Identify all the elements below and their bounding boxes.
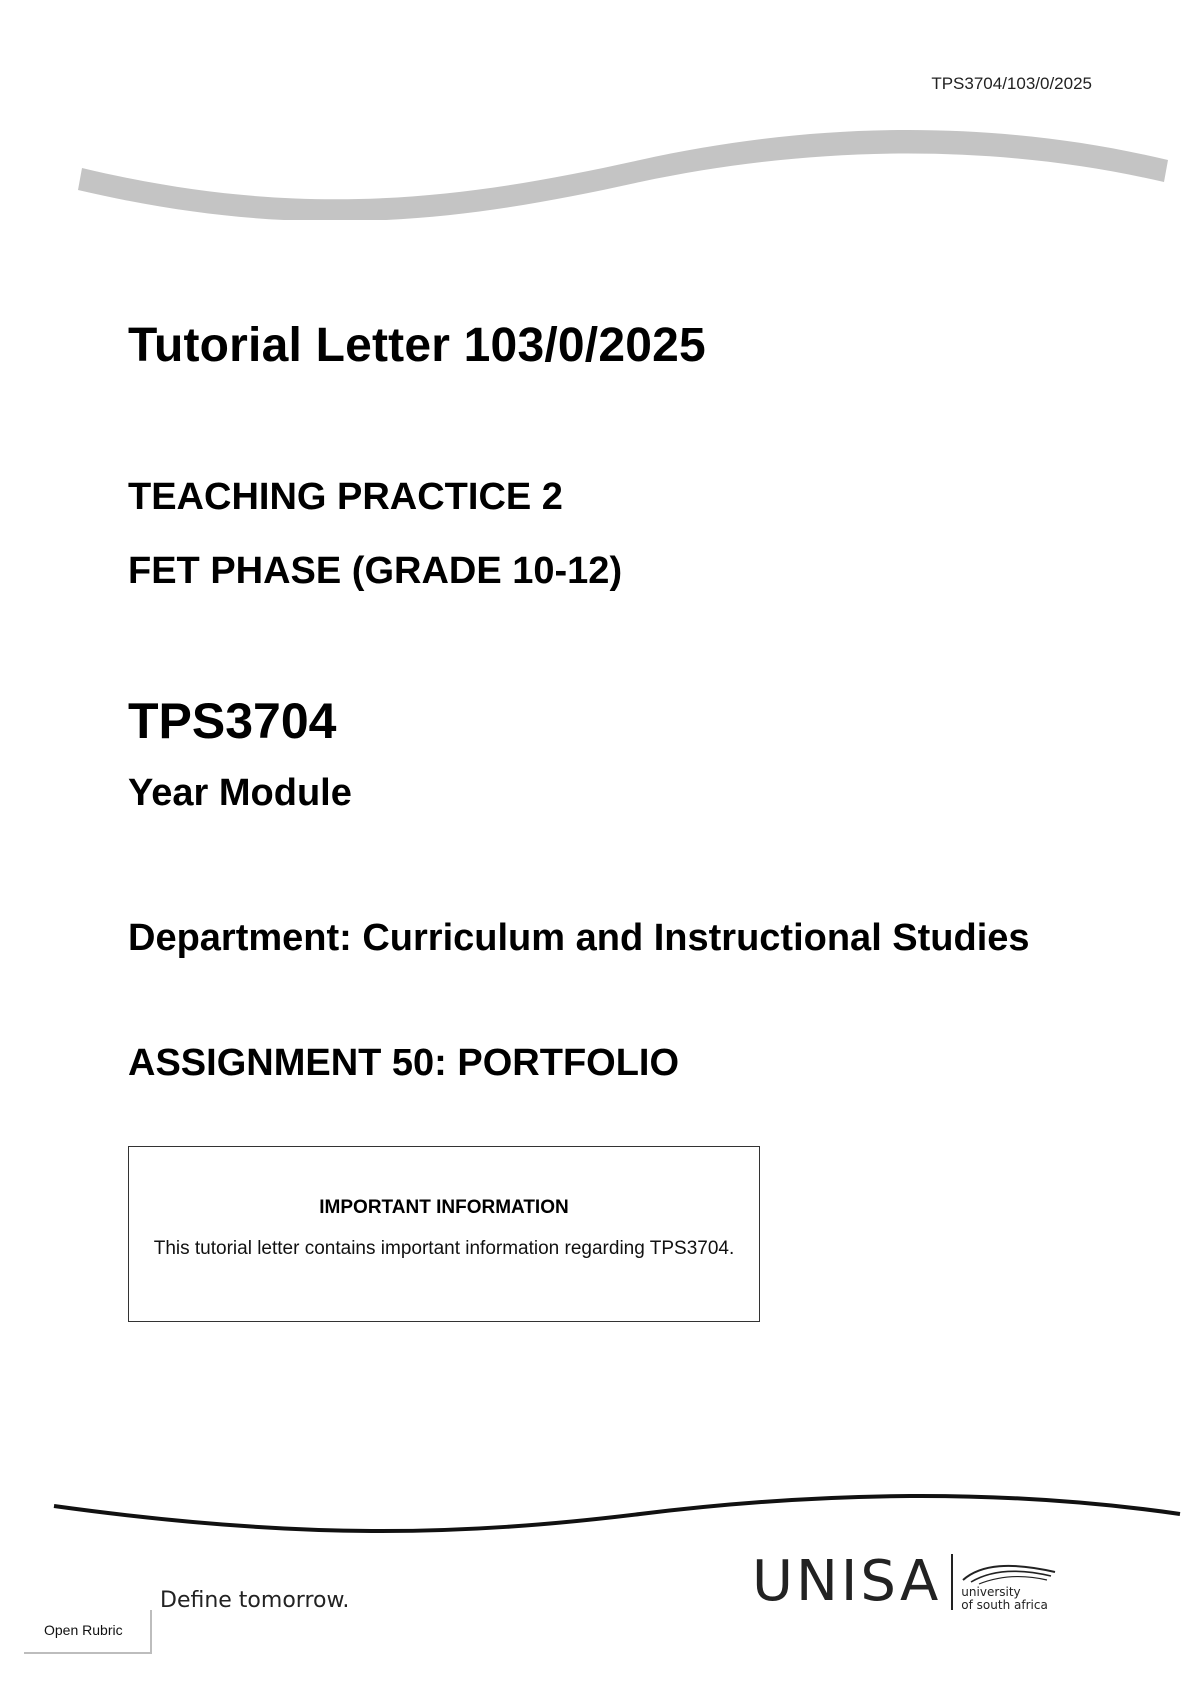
important-information-heading: IMPORTANT INFORMATION [319, 1197, 569, 1218]
module-code: TPS3704 [128, 693, 337, 749]
important-information-text: This tutorial letter contains important information regarding TPS3704. [153, 1238, 735, 1259]
bottom-swoosh-graphic [0, 1490, 1200, 1560]
logo-sub-line-1: university [961, 1585, 1021, 1599]
module-name: TEACHING PRACTICE 2 [128, 476, 563, 518]
wave-emblem-icon [961, 1560, 1057, 1586]
assignment-title: ASSIGNMENT 50: PORTFOLIO [128, 1042, 680, 1084]
unisa-wordmark: UNISA [752, 1549, 942, 1614]
logo-sub-line-2: of south africa [961, 1598, 1048, 1612]
top-swoosh-band [78, 130, 1168, 220]
unisa-tagline: Define tomorrow. [160, 1588, 350, 1613]
unisa-emblem [961, 1552, 1057, 1612]
module-type: Year Module [128, 772, 352, 814]
document-reference: TPS3704/103/0/2025 [931, 74, 1092, 93]
top-swoosh-graphic [0, 110, 1200, 220]
open-rubric-button[interactable]: Open Rubric [24, 1610, 152, 1654]
important-information-box [128, 1146, 760, 1322]
unisa-logo [752, 1549, 1057, 1614]
department-name: Department: Curriculum and Instructional Studies [128, 917, 1030, 959]
phase-name: FET PHASE (GRADE 10-12) [128, 550, 623, 592]
logo-divider [951, 1554, 953, 1610]
tutorial-letter-title: Tutorial Letter 103/0/2025 [128, 319, 706, 372]
bottom-swoosh-line [54, 1496, 1180, 1531]
